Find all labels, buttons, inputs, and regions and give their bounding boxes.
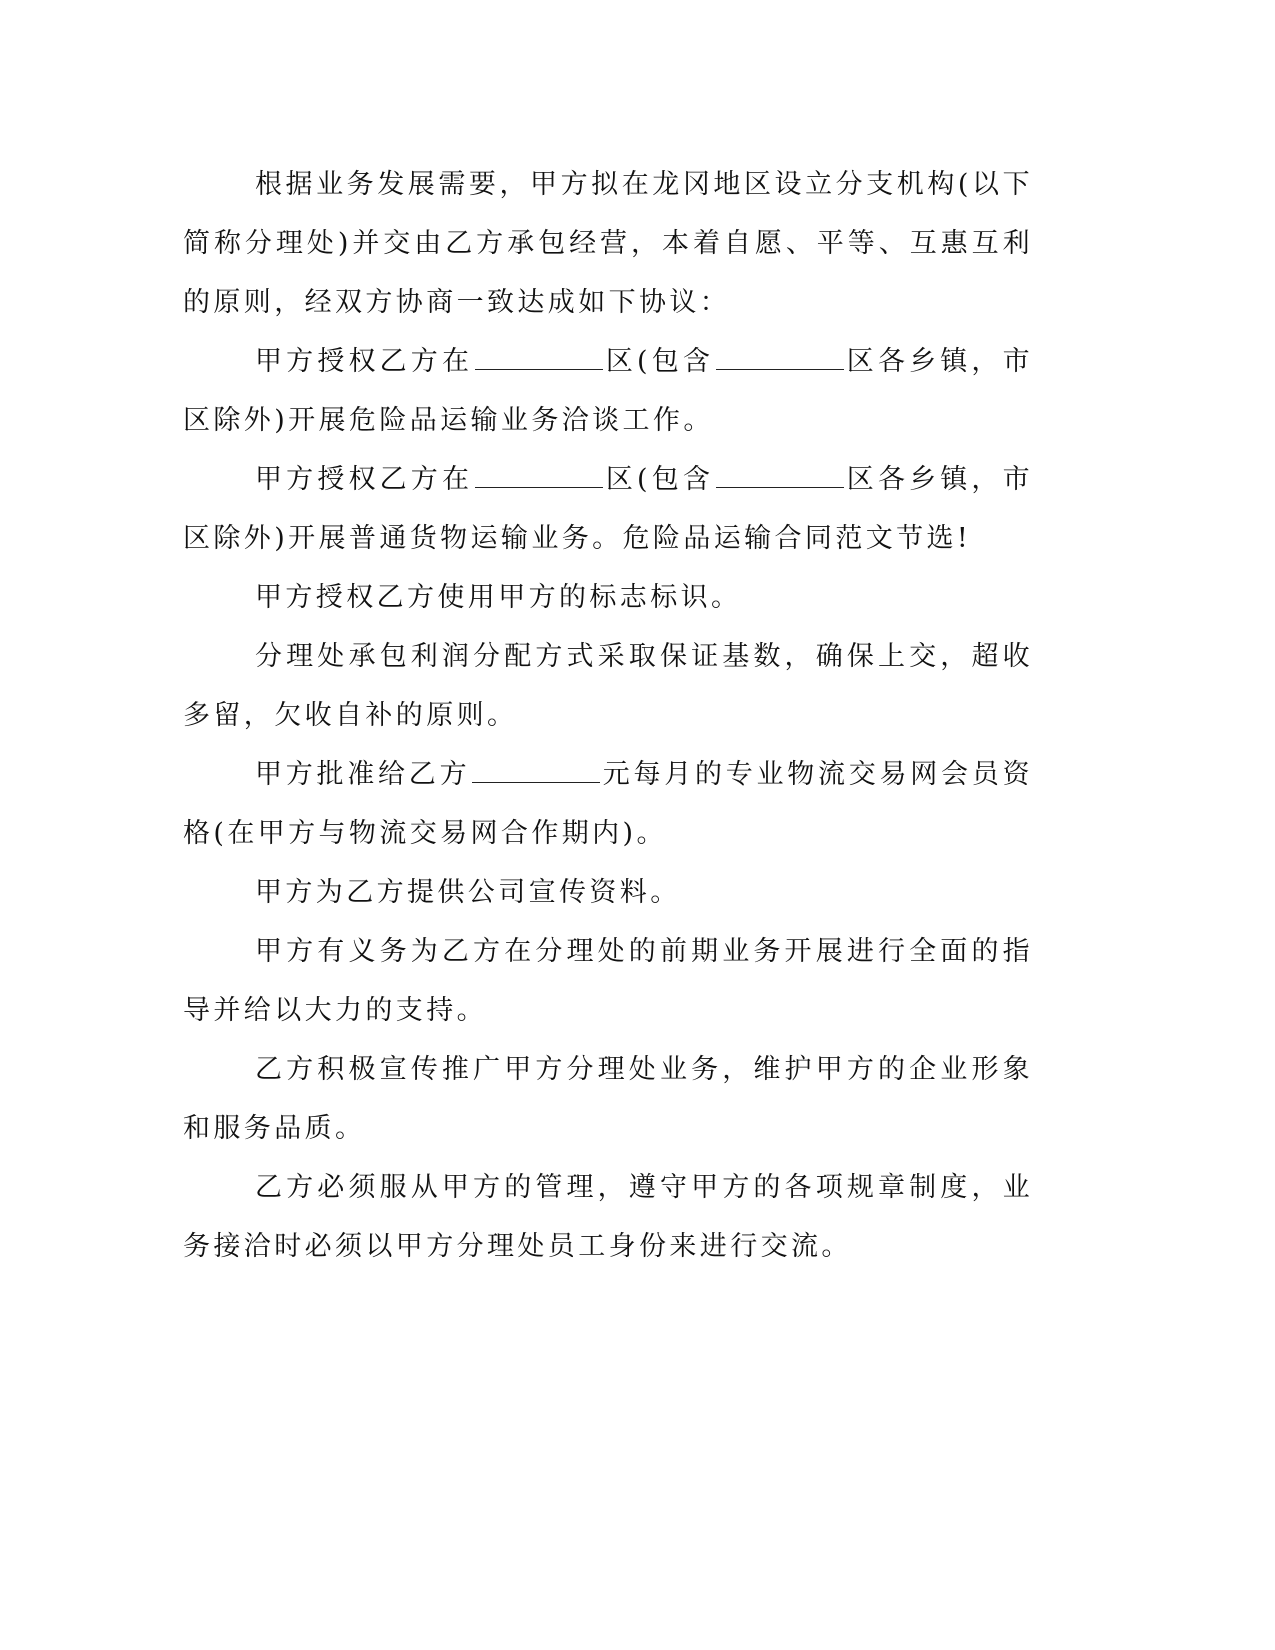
paragraph-text: 区(包含: [605, 346, 715, 377]
blank-field-district[interactable]: [475, 457, 603, 488]
paragraph-text: 甲方授权乙方使用甲方的标志标识。: [255, 582, 742, 613]
paragraph-text: 甲方有义务为乙方在分理处的前期业务开展进行全面的指导并给以大力的支持。: [183, 936, 1033, 1026]
paragraph-text: 区(包含: [605, 464, 715, 495]
paragraph-logo-auth: [183, 568, 1033, 627]
paragraph-text: 甲方授权乙方在: [255, 464, 474, 495]
paragraph-text: 元每月的专业物流交易网会员资格(在甲方与物流交易网合作期内)。: [183, 759, 1033, 849]
paragraph-guidance-obligation: [183, 922, 1033, 1040]
paragraph-promotion-duty: [183, 1040, 1033, 1158]
blank-field-included-district[interactable]: [716, 339, 844, 370]
paragraph-text: 根据业务发展需要，甲方拟在龙冈地区设立分支机构(以下简称分理处)并交由乙方承包经营，本着自愿、平等、互惠互利的原则，经双方协商一致达成如下协议：: [183, 169, 1033, 318]
paragraph-text: 乙方积极宣传推广甲方分理处业务，维护甲方的企业形象和服务品质。: [183, 1054, 1033, 1144]
paragraph-text: 分理处承包利润分配方式采取保证基数，确保上交，超收多留，欠收自补的原则。: [183, 641, 1033, 731]
paragraph-intro: [183, 155, 1033, 332]
blank-field-included-district[interactable]: [716, 457, 844, 488]
blank-field-amount[interactable]: [472, 752, 600, 783]
paragraph-text: 甲方授权乙方在: [255, 346, 474, 377]
paragraph-general-cargo-auth: [183, 450, 1033, 568]
paragraph-membership: [183, 745, 1033, 863]
contract-page: [183, 155, 1033, 1276]
paragraph-profit-distribution: [183, 627, 1033, 745]
paragraph-dangerous-goods-auth: [183, 332, 1033, 450]
blank-field-district[interactable]: [475, 339, 603, 370]
paragraph-text: 区各乡镇，市区除外)开展普通货物运输业务。危险品运输合同范文节选!: [183, 464, 1033, 554]
paragraph-text: 甲方批准给乙方: [255, 759, 471, 790]
paragraph-text: 乙方必须服从甲方的管理，遵守甲方的各项规章制度，业务接洽时必须以甲方分理处员工身份来进行交流。: [183, 1172, 1033, 1262]
paragraph-management-compliance: [183, 1158, 1033, 1276]
paragraph-text: 甲方为乙方提供公司宣传资料。: [255, 877, 681, 908]
paragraph-text: 区各乡镇，市区除外)开展危险品运输业务洽谈工作。: [183, 346, 1033, 436]
paragraph-promo-materials: [183, 863, 1033, 922]
